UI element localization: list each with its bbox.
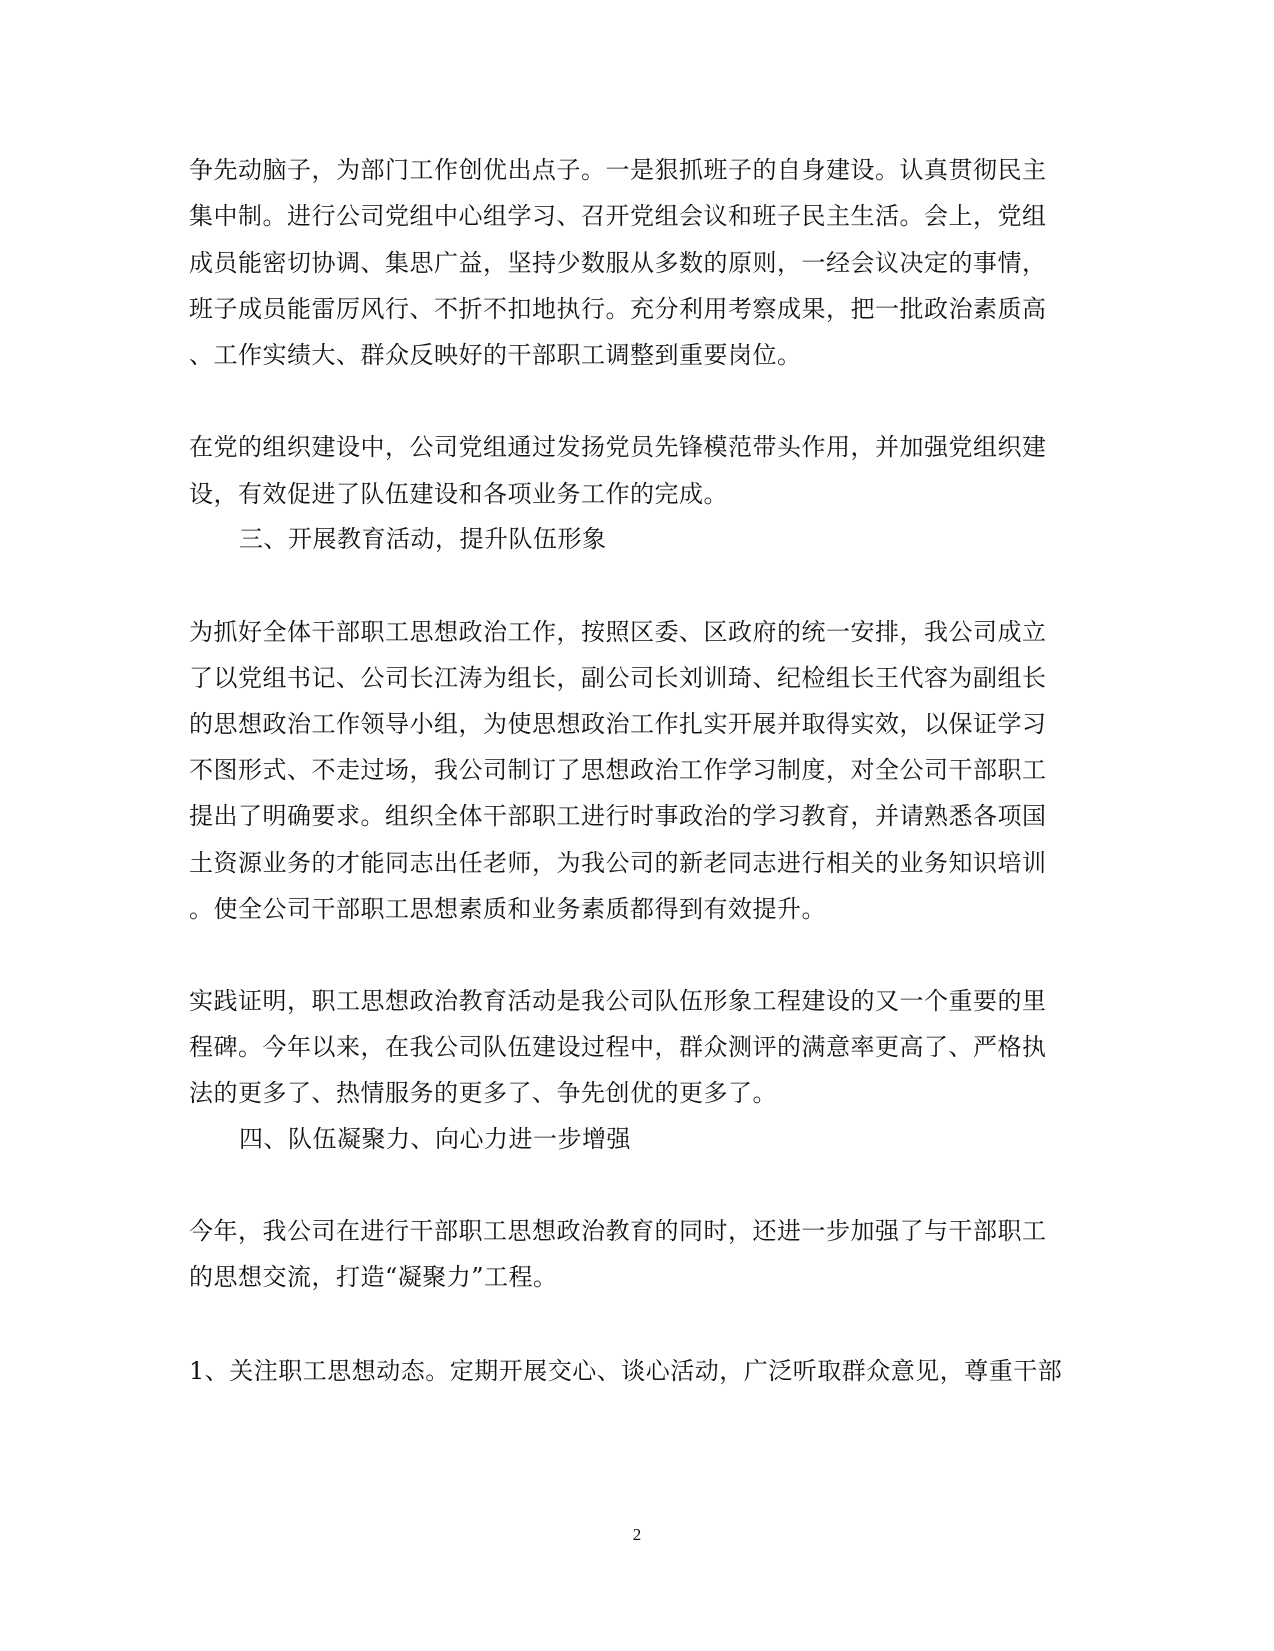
paragraph-line: 设，有效促进了队伍建设和各项业务工作的完成。 [189,480,728,508]
section-heading: 四、队伍凝聚力、向心力进一步增强 [239,1125,631,1153]
paragraph-line: 提出了明确要求。组织全体干部职工进行时事政治的学习教育，并请熟悉各项国 [189,802,1047,830]
paragraph-line: 在党的组织建设中，公司党组通过发扬党员先锋模范带头作用，并加强党组织建 [189,433,1047,461]
paragraph-line: 1、关注职工思想动态。定期开展交心、谈心活动，广泛听取群众意见，尊重干部 [189,1357,1063,1385]
paragraph-line: 的思想交流，打造“凝聚力”工程。 [189,1263,558,1291]
paragraph-line: 不图形式、不走过场，我公司制订了思想政治工作学习制度，对全公司干部职工 [189,756,1047,784]
paragraph-line: 的思想政治工作领导小组，为使思想政治工作扎实开展并取得实效，以保证学习 [189,710,1047,738]
paragraph-line: 程碑。今年以来，在我公司队伍建设过程中，群众测评的满意率更高了、严格执 [189,1033,1047,1061]
paragraph-line: 为抓好全体干部职工思想政治工作，按照区委、区政府的统一安排，我公司成立 [189,618,1047,646]
section-heading: 三、开展教育活动，提升队伍形象 [239,525,607,553]
paragraph-line: 、工作实绩大、群众反映好的干部职工调整到重要岗位。 [189,341,802,369]
paragraph-line: 今年，我公司在进行干部职工思想政治教育的同时，还进一步加强了与干部职工 [189,1217,1047,1245]
paragraph-line: 。使全公司干部职工思想素质和业务素质都得到有效提升。 [189,895,826,923]
paragraph-line: 土资源业务的才能同志出任老师，为我公司的新老同志进行相关的业务知识培训 [189,849,1047,877]
paragraph-line: 争先动脑子，为部门工作创优出点子。一是狠抓班子的自身建设。认真贯彻民主 [189,156,1047,184]
paragraph-line: 实践证明，职工思想政治教育活动是我公司队伍形象工程建设的又一个重要的里 [189,987,1047,1015]
paragraph-line: 法的更多了、热情服务的更多了、争先创优的更多了。 [189,1079,777,1107]
paragraph-line: 集中制。进行公司党组中心组学习、召开党组会议和班子民主生活。会上，党组 [189,202,1047,230]
paragraph-line: 成员能密切协调、集思广益，坚持少数服从多数的原则，一经会议决定的事情， [189,249,1047,277]
paragraph-line: 了以党组书记、公司长江涛为组长，副公司长刘训琦、纪检组长王代容为副组长 [189,664,1047,692]
page-number: 2 [632,1525,642,1544]
paragraph-line: 班子成员能雷厉风行、不折不扣地执行。充分利用考察成果，把一批政治素质高 [189,295,1047,323]
